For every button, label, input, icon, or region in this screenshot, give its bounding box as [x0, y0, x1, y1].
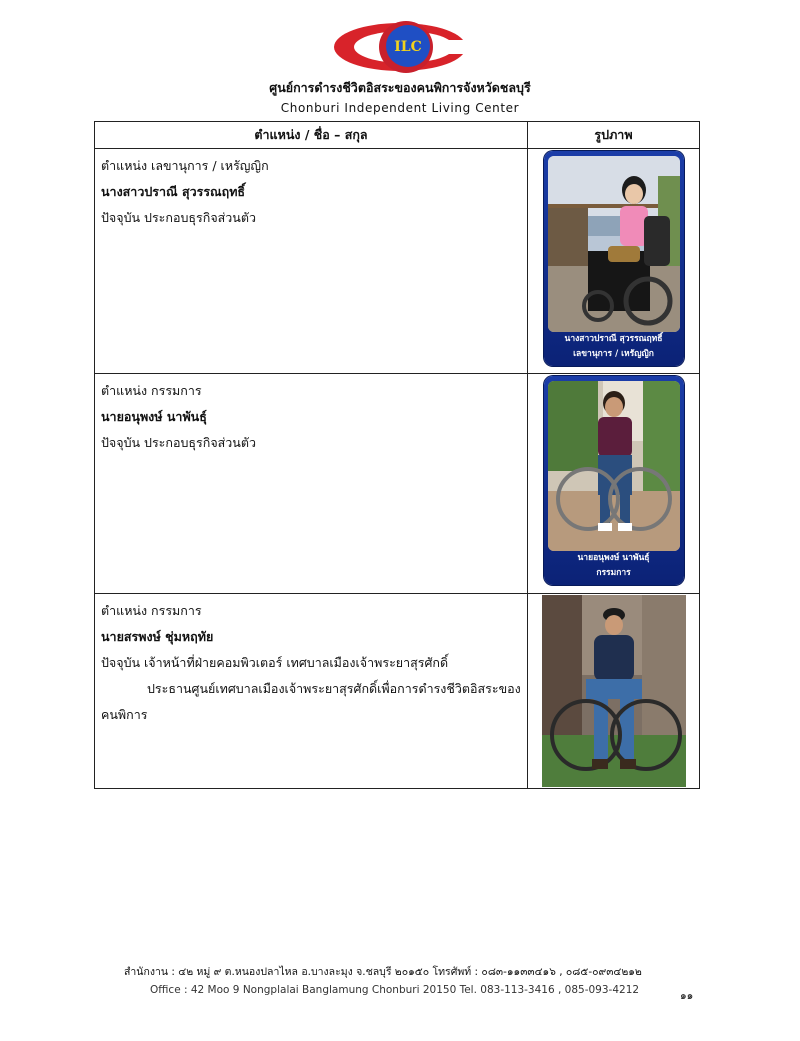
- member-position: ตำแหน่ง กรรมการ: [101, 603, 202, 618]
- org-name-thai: ศูนย์การดำรงชีวิตอิสระของคนพิการจังหวัดชลบุรี: [269, 80, 531, 95]
- photo-caption-name: นางสาวปราณี สุวรรณฤทธิ์: [564, 334, 663, 344]
- member-info: [95, 374, 528, 594]
- table-header-row: [95, 122, 700, 149]
- member-current: ปัจจุบัน ประกอบธุรกิจส่วนตัว: [101, 210, 256, 225]
- member-name: นางสาวปราณี สุวรรณฤทธิ์: [101, 184, 246, 199]
- member-info: [95, 594, 528, 789]
- member-info: [95, 149, 528, 374]
- ilc-logo: [330, 16, 470, 78]
- member-name: นายอนุพงษ์ นาพันธุ์: [101, 409, 207, 424]
- member-photo: [542, 595, 686, 787]
- photo-caption-name: นายอนุพงษ์ นาพันธุ์: [577, 553, 650, 563]
- photo-frame: [544, 151, 684, 366]
- member-position: ตำแหน่ง เลขานุการ / เหรัญญิก: [101, 158, 269, 173]
- photo-frame: [544, 376, 684, 585]
- logo-text: ILC: [394, 39, 422, 55]
- photo-caption-position: เลขานุการ / เหรัญญิก: [573, 349, 654, 359]
- member-name: นายสรพงษ์ ชุ่มหฤทัย: [101, 629, 214, 644]
- member-current-line2: ประธานศูนย์เทศบาลเมืองเจ้าพระยาสุรศักดิ์เพื่อการดำรงชีวิตอิสระของ: [147, 681, 521, 696]
- member-photo-cell: [528, 594, 700, 789]
- footer-address-thai: สำนักงาน : ๔๒ หมู่ ๙ ต.หนองปลาไหล อ.บางละมุง จ.ชลบุรี ๒๐๑๕๐ โทรศัพท์ : ๐๘๓-๑๑๓๓๔๑๖ , ๐๘๕-๐๙๓๔๒๑๒: [124, 966, 642, 978]
- member-current-line3: คนพิการ: [101, 707, 148, 722]
- footer-address-english: Office : 42 Moo 9 Nongplalai Banglamung Chonburi 20150 Tel. 083-113-3416 , 085-093-4212: [150, 984, 640, 996]
- member-photo: [548, 381, 680, 551]
- table-row: [95, 374, 700, 594]
- table-row: [95, 149, 700, 374]
- column-header-photo: รูปภาพ: [528, 122, 700, 149]
- member-current: ปัจจุบัน เจ้าหน้าที่ฝ่ายคอมพิวเตอร์ เทศบาลเมืองเจ้าพระยาสุรศักดิ์: [101, 655, 449, 670]
- column-header-name: ตำแหน่ง / ชื่อ – สกุล: [95, 122, 528, 149]
- member-photo: [548, 156, 680, 332]
- members-table: [94, 121, 700, 789]
- photo-caption-position: กรรมการ: [596, 568, 631, 578]
- table-row: [95, 594, 700, 789]
- org-name-english: Chonburi Independent Living Center: [280, 101, 520, 115]
- member-photo-cell: [528, 374, 700, 594]
- page-number: ๑๑: [680, 990, 694, 1002]
- member-position: ตำแหน่ง กรรมการ: [101, 383, 202, 398]
- member-photo-cell: [528, 149, 700, 374]
- member-current: ปัจจุบัน ประกอบธุรกิจส่วนตัว: [101, 435, 256, 450]
